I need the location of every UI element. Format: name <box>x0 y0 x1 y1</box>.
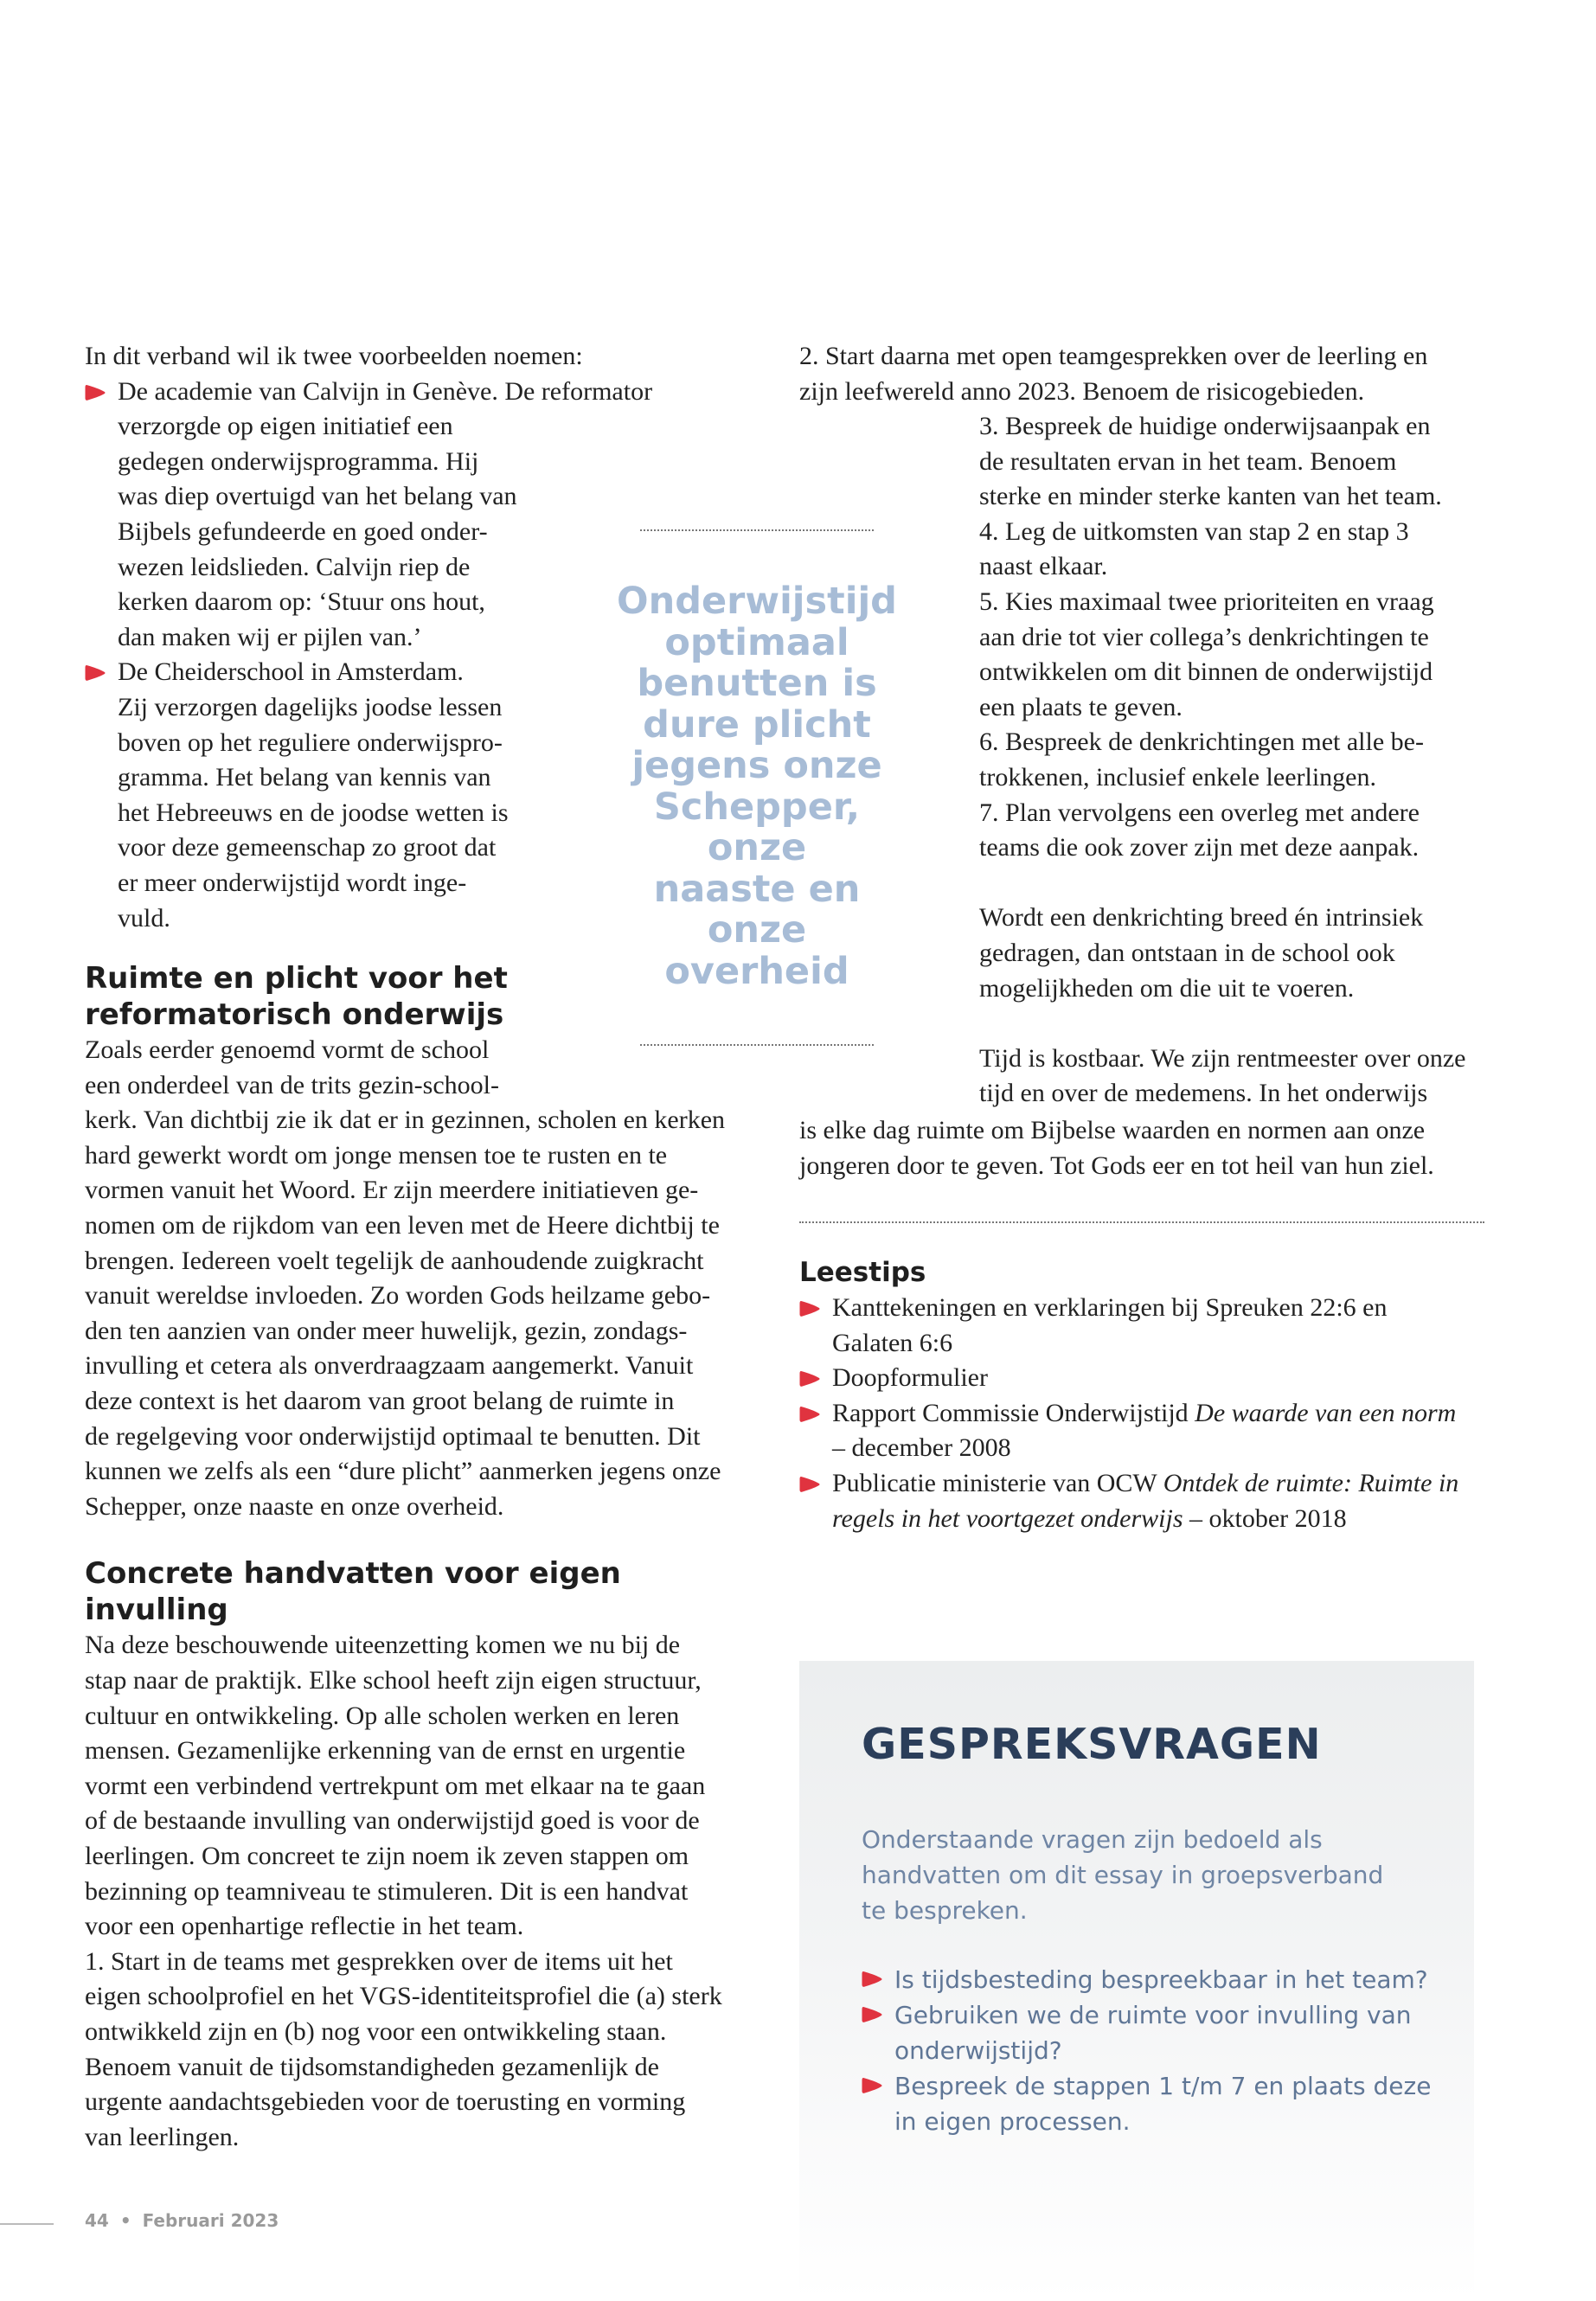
bullet-icon <box>85 384 106 401</box>
list-item: De academie van Calvijn in Genève. De reformator verzorgde op eigen initiatief een gedegen onderwijsprogramma. Hij was diep overtuigd van het belang van Bijbels gefundeerde en goed onder- wezen leidslieden. Calvijn riep de kerken daarom op: ‘Stuur ons hout, dan maken wij er pijlen van.’ <box>85 375 768 656</box>
list-item: Is tijdsbesteding bespreekbaar in het team? <box>862 1962 1450 1997</box>
separator: • <box>119 2210 131 2231</box>
steps-list: 3. Bespreek de huidige onderwijsaanpak en de resultaten ervan in het team. Benoem sterke en minder sterke kanten van het team. 4. Leg de uitkomsten van stap 2 en stap 3 naast elkaar. 5. Kies maximaal twee prioriteiten en vraag aan drie tot vier collega’s denkrichtingen te ontwikkelen om dit binnen de onderwijstijd een plaats te geven. 6. Bespreek de denkrichtingen met alle be- trokkenen, inclusief enkele leerlingen. 7. Plan vervolgens een overleg met andere teams die ook zover zijn met deze aanpak. Wordt een denkrichting breed én intrinsiek gedragen, dan ontstaan in de school ook mogelijkheden om die uit te voeren. Tijd is kostbaar. We zijn rentmeester over onze tijd en over de medemens. In het onderwijs <box>979 412 1466 1108</box>
quote-divider-top <box>640 529 874 531</box>
discussion-questions <box>862 1962 1450 2139</box>
page-number: 44 <box>85 2210 109 2231</box>
list-item: Publicatie ministerie van OCW Ontdek de ruimte: Ruimte in regels in het voortgezet onderwijs – oktober 2018 <box>799 1466 1491 1536</box>
list-item: Kanttekeningen en verklaringen bij Spreuken 22:6 en Galaten 6:6 <box>799 1291 1491 1361</box>
leestips-heading: Leestips <box>799 1257 926 1288</box>
bullet-icon <box>799 1300 820 1317</box>
list-item: De Cheiderschool in Amsterdam. Zij verzorgen dagelijks joodse lessen boven op het reguliere onderwijspro- gramma. Het belang van kennis van het Hebreeuws en de joodse wetten is voor deze gemeenschap zo groot dat er meer onderwijstijd wordt inge- vuld. <box>85 655 768 936</box>
section-body: Na deze beschouwende uiteenzetting komen we nu bij de stap naar de praktijk. Elke school heeft zijn eigen structuur, cultuur en ontwikkeling. Op alle scholen werken en leren mensen. Gezamenlijke erkenning van de ernst en urgentie vormt een verbindend vertrekpunt om met elkaar na te gaan of de bestaande invulling van onderwijstijd goed is voor de leerlingen. Om concreet te zijn noem ik zeven stappen om bezinning op teamniveau te stimuleren. Dit is een handvat voor een openhartige reflectie in het team. 1. Start in de teams met gesprekken over de items uit het eigen schoolprofiel en het VGS-identiteitsprofiel die (a) sterk ontwikkeld zijn en (b) nog voor een ontwikkeling staan. Benoem vanuit de tijdsomstandigheden gezamenlijk de urgente aandachtsgebieden voor de toerusting en vorming van leerlingen. <box>85 1631 722 2151</box>
quote-divider-bottom <box>640 1044 874 1046</box>
divider <box>799 1221 1484 1223</box>
bullet-icon <box>85 664 106 682</box>
issue-date: Februari 2023 <box>142 2210 279 2231</box>
list-item: Bespreek de stappen 1 t/m 7 en plaats deze in eigen processen. <box>862 2068 1450 2139</box>
footer-text <box>85 2210 279 2231</box>
bullet-icon <box>799 1406 820 1423</box>
pull-quote <box>601 529 913 1046</box>
bullet-icon <box>799 1370 820 1388</box>
footer-rule <box>0 2223 54 2225</box>
closing-paragraph: is elke dag ruimte om Bijbelse waarden en normen aan onze jongeren door te geven. Tot Gods eer en tot heil van hun ziel. <box>799 1116 1434 1180</box>
quote-text: Onderwijstijd optimaal benutten is dure plicht jegens onze Schepper, onze naaste en onze overheid <box>617 580 897 993</box>
section-body: Zoals eerder genoemd vormt de school een onderdeel van de trits gezin-school- kerk. Van dichtbij zie ik dat er in gezinnen, scholen en kerken hard gewerkt wordt om jonge mensen toe te rusten en te vormen vanuit het Woord. Er zijn meerdere initiatieven ge- nomen om de rijkdom van een leven met de Heere dichtbij te brengen. Iedereen voelt tegelijk de aanhoudende zuigkracht vanuit wereldse invloeden. Zo worden Gods heilzame gebo- den ten aanzien van onder meer huwelijk, gezin, zondags- invulling et cetera als onverdraagzaam aangemerkt. Vanuit deze context is het daarom van groot belang de ruimte in de regelgeving voor onderwijstijd optimaal te benutten. Dit kunnen we zelfs als een “dure plicht” aanmerken jegens onze Schepper, onze naaste en onze overheid. <box>85 1035 726 1521</box>
leestips <box>799 1254 1491 1536</box>
bullet-icon <box>862 2006 882 2023</box>
section-heading: reformatorisch onderwijs <box>85 997 504 1033</box>
list-item: Gebruiken we de ruimte voor invulling van onderwijstijd? <box>862 1997 1450 2068</box>
bullet-icon <box>799 1476 820 1493</box>
discussion-intro: Onderstaande vragen zijn bedoeld als handvatten om dit essay in groepsverband te bespreken. <box>862 1825 1384 1925</box>
discussion-title: GESPREKSVRAGEN <box>862 1720 1322 1769</box>
intro-line: In dit verband wil ik twee voorbeelden noemen: <box>85 342 583 370</box>
section-heading: Concrete handvatten voor eigen invulling <box>85 1556 621 1628</box>
discussion-box <box>799 1661 1474 2301</box>
bullet-icon <box>862 2077 882 2094</box>
section-heading: Ruimte en plicht voor het <box>85 961 508 997</box>
list-item: Doopformulier <box>799 1361 1491 1396</box>
list-item: Rapport Commissie Onderwijstijd De waarde van een norm – december 2008 <box>799 1396 1491 1466</box>
step-2: 2. Start daarna met open teamgesprekken over de leerling en zijn leefwereld anno 2023. Benoem de risicogebieden. <box>799 342 1428 406</box>
bullet-icon <box>862 1971 882 1988</box>
